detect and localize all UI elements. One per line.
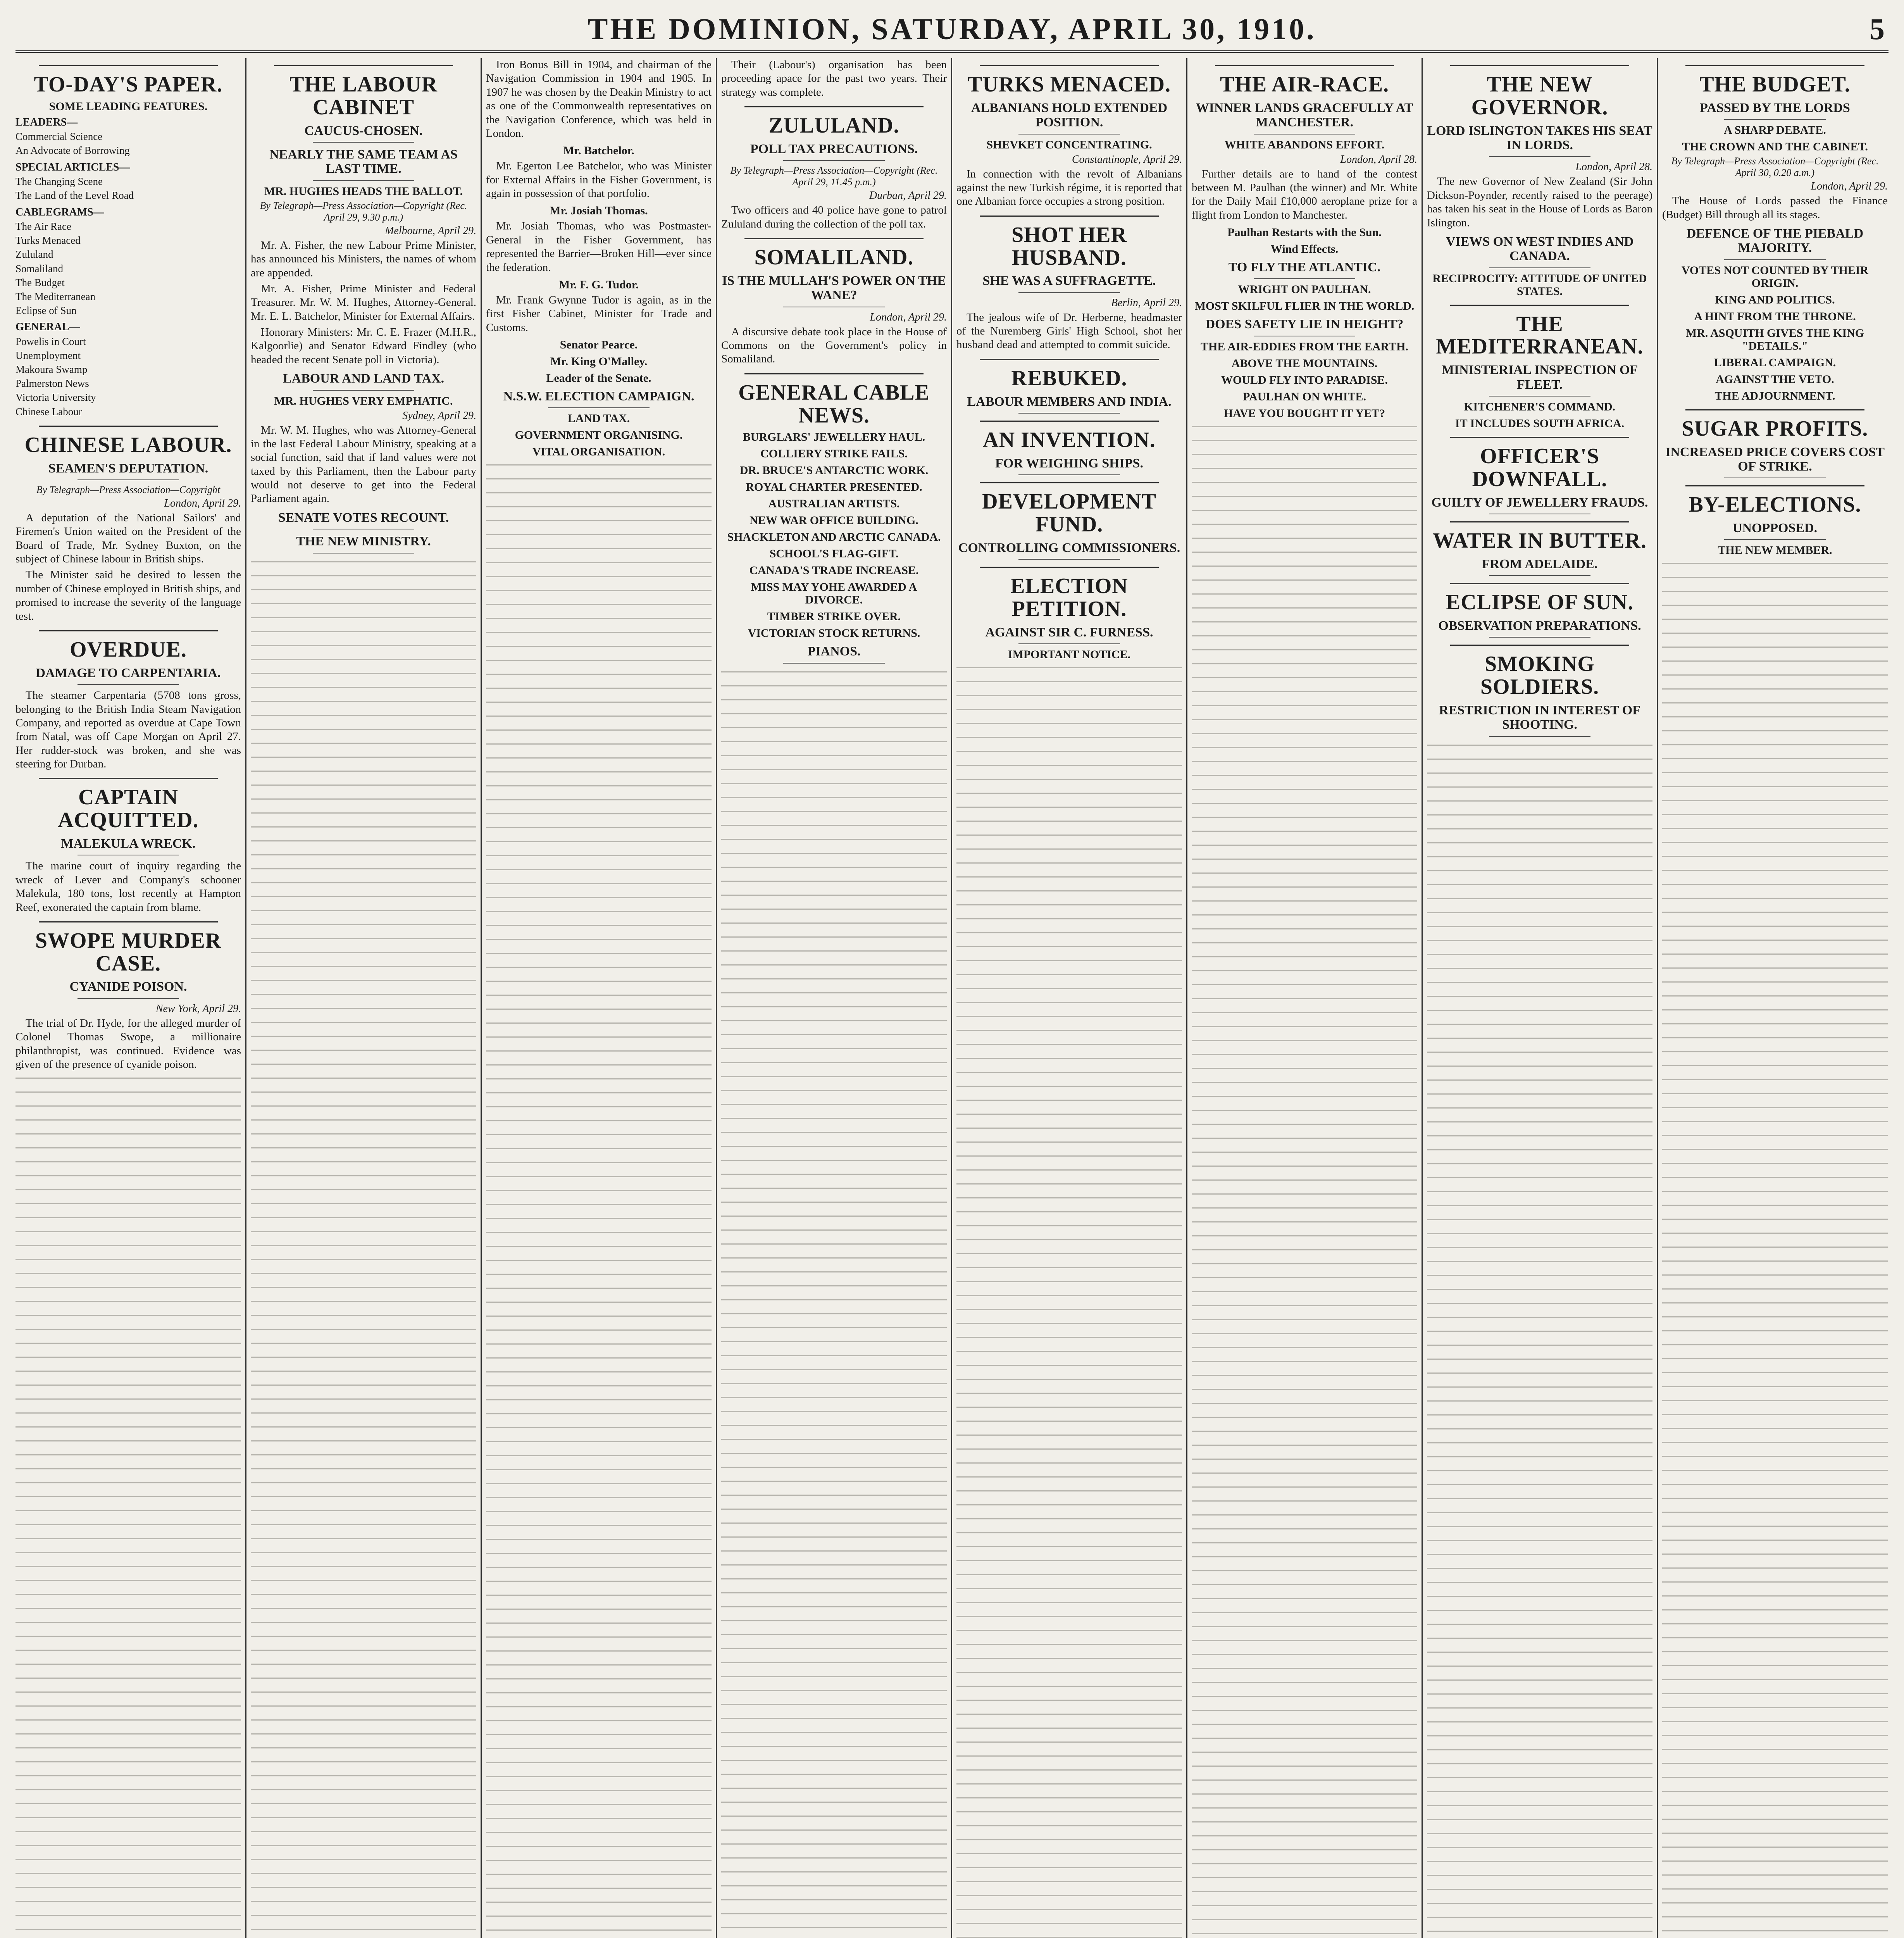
subheadline: UNOPPOSED. [1732,521,1818,536]
subheading: Senator Pearce. [560,338,638,351]
subheading: MR. HUGHES HEADS THE BALLOT. [264,184,463,198]
headline: SWOPE MURDER CASE. [35,928,222,976]
column-rule [481,58,482,1938]
subheading: MISS MAY YOHE AWARDED A DIVORCE. [751,581,917,607]
subheading: Leader of the Senate. [546,372,651,384]
contents-item-label: An Advocate of Borrowing [16,145,130,157]
short-rule [1724,539,1826,540]
subheading: THE NEW MEMBER. [1718,544,1832,557]
section-rule [980,567,1159,568]
subheading: AUSTRALIAN ARTISTS. [768,497,900,510]
contents-item [16,405,241,419]
headline: CHINESE LABOUR. [24,433,232,457]
subheading: RECIPROCITY: ATTITUDE OF UNITED STATES. [1432,272,1647,298]
article-paragraph: Two officers and 40 police have gone to patrol Zululand during the collection of the poll tax. [721,204,947,230]
short-rule [313,180,414,181]
contents-item-label: The Mediterranean [16,290,96,302]
subheading: THE ADJOURNMENT. [1714,389,1835,402]
column-8 [1662,58,1888,1938]
short-rule [1254,278,1355,279]
subheading: GOVERNMENT ORGANISING. [515,429,683,442]
headline: BY-ELECTIONS. [1689,493,1861,517]
section-rule [980,65,1159,66]
subheading: VICTORIAN STOCK RETURNS. [748,627,920,640]
body-text-block [251,557,476,1938]
section-rule [1450,305,1629,306]
section-rule [39,426,218,427]
subheading: WOULD FLY INTO PARADISE. [1221,373,1388,386]
short-rule [1489,267,1590,268]
subheading: IT INCLUDES SOUTH AFRICA. [1455,417,1625,430]
headline: GENERAL CABLE NEWS. [738,380,930,428]
section-rule [744,238,924,239]
headline: SOMALILAND. [754,245,914,270]
subheading: SHACKLETON AND ARCTIC CANADA. [727,531,941,544]
article-paragraph: The trial of Dr. Hyde, for the alleged murder of Colonel Thomas Swope, a millionaire philanthropist, was continued. Evidence was given of the presence of cyanide poison. [16,1017,241,1071]
subheading: HAVE YOU BOUGHT IT YET? [1223,407,1385,420]
headline: SUGAR PROFITS. [1682,416,1868,441]
headline: THE MEDITERRANEAN. [1436,312,1644,359]
subheading: Mr. King O'Malley. [550,355,648,368]
column-rule [951,58,952,1938]
subheading: MR. HUGHES VERY EMPHATIC. [274,394,453,407]
subheading: DR. BRUCE'S ANTARCTIC WORK. [739,464,929,477]
contents-item [16,348,241,362]
short-rule [1018,292,1120,293]
short-rule [78,479,179,480]
subheading: THE AIR-EDDIES FROM THE EARTH. [1201,340,1408,353]
column-rule [1657,58,1658,1938]
subheading: Mr. F. G. Tudor. [559,278,639,291]
dateline: London, April 29. [1811,180,1888,193]
headline: OFFICER'S DOWNFALL. [1472,444,1608,491]
subheading: SHEVKET CONCENTRATING. [986,138,1152,151]
subheadline: PIANOS. [807,644,861,659]
contents-item-label: Zululand [16,248,53,260]
subheadline: MALEKULA WRECK. [61,836,196,851]
subheadline: POLL TAX PRECAUTIONS. [750,141,918,156]
section-rule [274,65,453,66]
section-rule [39,778,218,779]
column-rule [1186,58,1187,1938]
contents-item [16,174,241,188]
section-rule [39,65,218,66]
headline: WATER IN BUTTER. [1433,529,1647,553]
dateline: Sydney, April 29. [402,409,476,422]
short-rule [1018,559,1120,560]
credit-line: By Telegraph—Press Association—Copyright (Rec. April 30, 0.20 a.m.) [1671,155,1879,179]
short-rule [783,160,885,161]
section-rule [744,373,924,374]
column-rule [245,58,246,1938]
column-1 [16,58,241,1938]
subheadline: LABOUR MEMBERS AND INDIA. [967,394,1172,409]
short-rule [1489,736,1590,737]
subheadline: LABOUR AND LAND TAX. [283,371,445,386]
contents-item-label: Turks Menaced [16,234,81,247]
section-rule [39,921,218,922]
subheadline: N.S.W. ELECTION CAMPAIGN. [503,389,694,403]
short-rule [1489,156,1590,157]
short-rule [548,407,650,408]
credit-line: By Telegraph—Press Association—Copyright [36,484,221,495]
subheadline: DAMAGE TO CARPENTARIA. [36,666,221,680]
subheadline: CYANIDE POISON. [69,979,187,994]
masthead [16,4,1888,53]
short-rule [1018,643,1120,644]
subheading: LIBERAL CAMPAIGN. [1714,356,1836,369]
headline: SMOKING SOLDIERS. [1480,652,1599,699]
contents-item [16,262,241,276]
body-text-block [1192,422,1417,1938]
subheading: ROYAL CHARTER PRESENTED. [746,481,922,494]
subheadline: AGAINST SIR C. FURNESS. [985,625,1153,640]
subheading: WRIGHT ON PAULHAN. [1238,283,1371,296]
contents-item-label: The Air Race [16,221,71,233]
short-rule [313,142,414,143]
contents-item-label: Eclipse of Sun [16,305,77,317]
dateline: London, April 28. [1575,161,1652,173]
subheading: BURGLARS' JEWELLERY HAUL. [743,431,925,444]
subheadline: FOR WEIGHING SHIPS. [995,456,1143,471]
contents-item [16,390,241,404]
short-rule [1489,575,1590,576]
body-text-block [16,1074,241,1938]
headline: THE BUDGET. [1699,72,1851,97]
subheading: AGAINST THE VETO. [1716,372,1834,386]
headline: THE AIR-RACE. [1220,72,1389,97]
contents-item [16,303,241,317]
section-rule [1685,409,1864,410]
subheading: NEW WAR OFFICE BUILDING. [750,514,918,527]
body-text-block [721,667,947,1938]
contents-item-label: Somaliland [16,262,63,274]
contents-item-label: The Budget [16,276,65,288]
contents-item-label: Chinese Labour [16,405,82,417]
article-paragraph: Mr. Egerton Lee Batchelor, who was Minister for External Affairs in the Fisher Government, is again in possession of that portfolio. [486,160,712,200]
contents-item [16,290,241,303]
column-rule [1422,58,1423,1938]
headline: DEVELOPMENT FUND. [982,490,1156,536]
contents-item-label: Powelis in Court [16,335,86,347]
subheadline: WINNER LANDS GRACEFULLY AT MANCHESTER. [1196,100,1413,130]
section-rule [1450,645,1629,646]
subheadline: DEFENCE OF THE PIEBALD MAJORITY. [1686,226,1864,255]
subheading: KITCHENER'S COMMAND. [1464,400,1615,414]
subheadline: ALBANIANS HOLD EXTENDED POSITION. [971,100,1168,130]
article-paragraph: The marine court of inquiry regarding the wreck of Lever and Company's schooner Malekula, 180 tons, lost recently at Hampton Reef, exonerated the captain from blame. [16,860,241,914]
subheadline: TO FLY THE ATLANTIC. [1228,260,1381,275]
subheading: VOTES NOT COUNTED BY THEIR ORIGIN. [1681,264,1869,290]
section-rule [744,106,924,107]
headline: ECLIPSE OF SUN. [1446,590,1634,615]
section-rule [980,359,1159,360]
subheadline: MINISTERIAL INSPECTION OF FLEET. [1441,363,1638,392]
page-number: 5 [1870,12,1885,46]
subheading: TIMBER STRIKE OVER. [767,610,901,623]
article-paragraph: Their (Labour's) organisation has been proceeding apace for the past two years. Their strategy was complete. [721,59,947,98]
subheading: Mr. Batchelor. [563,144,634,157]
subheading: LAND TAX. [567,412,630,425]
section-rule [1215,65,1394,66]
contents-item [16,188,241,202]
subheading: SCHOOL'S FLAG-GIFT. [769,547,899,560]
subheadline: SENATE VOTES RECOUNT. [278,510,449,525]
subheading: IMPORTANT NOTICE. [1008,648,1131,661]
contents-item-label: Commercial Science [16,131,103,143]
dateline: London, April 28. [1340,153,1417,166]
short-rule [783,663,885,664]
subheading: SOME LEADING FEATURES. [49,100,208,113]
dateline: Berlin, April 29. [1111,297,1182,309]
contents-item-label: Makoura Swamp [16,364,88,376]
headline: CAPTAIN ACQUITTED. [58,785,199,833]
subheadline: LORD ISLINGTON TAKES HIS SEAT IN LORDS. [1427,123,1652,152]
subheading: WHITE ABANDONS EFFORT. [1224,138,1385,151]
short-rule [1724,119,1826,120]
contents-item [16,233,241,247]
column-7 [1427,58,1652,1938]
article-paragraph: The new Governor of New Zealand (Sir John Dickson-Poynder, recently raised to the peerage) has taken his seat in the House of Lords as Baron Islington. [1427,175,1652,229]
subheadline: CONTROLLING COMMISSIONERS. [958,540,1180,555]
contents-item-label: The Changing Scene [16,176,103,188]
contents-item-label: Unemployment [16,349,81,361]
columns [16,58,1888,1938]
article-paragraph: A deputation of the National Sailors' and Firemen's Union waited on the President of the Board of Trade, Mr. Sydney Buxton, on the subject of Chinese labour in British ships. [16,511,241,566]
column-5 [956,58,1182,1938]
section-rule [980,216,1159,217]
article-paragraph: The steamer Carpentaria (5708 tons gross, belonging to the British India Steam Navigation Company, and reported as overdue at Cape Town from Natal, was off Cape Morgan on April 27. Her rudder-stock was broken, and she was steering for Durban. [16,689,241,771]
article-paragraph: Honorary Ministers: Mr. C. E. Frazer (M.H.R., Kalgoorlie) and Senator Edward Findley (who headed the recent Senate poll in Victoria). [251,326,476,366]
contents-list [16,115,241,419]
subheading: A SHARP DEBATE. [1724,124,1826,137]
subheading: COLLIERY STRIKE FAILS. [760,447,908,460]
short-rule [313,390,414,391]
body-text-block [1662,559,1888,1938]
contents-item [16,334,241,348]
contents-item [16,247,241,261]
headline: THE NEW GOVERNOR. [1471,72,1608,119]
column-3 [486,58,712,1938]
short-rule [78,998,179,999]
headline: TURKS MENACED. [967,72,1171,97]
contents-section: GENERAL— [16,321,80,333]
body-text-block [486,460,712,1938]
subheadline: IS THE MULLAH'S POWER ON THE WANE? [722,273,946,303]
subheadline: THE NEW MINISTRY. [296,534,431,549]
contents-item [16,129,241,143]
subheadline: CAUCUS-CHOSEN. [304,123,423,138]
subheading: VITAL ORGANISATION. [532,445,665,459]
subheading: Wind Effects. [1270,243,1339,256]
contents-item [16,143,241,157]
article-paragraph: The Minister said he desired to lessen the number of Chinese employed in British ships, and promised to increase the severity of the language test. [16,569,241,622]
masthead-title: THE DOMINION, SATURDAY, APRIL 30, 1910. [588,12,1316,46]
subheading: PAULHAN ON WHITE. [1242,390,1366,403]
dateline: Constantinople, April 29. [1072,153,1182,166]
subheading: Paulhan Restarts with the Sun. [1227,226,1382,239]
article-paragraph: In connection with the revolt of Albanians against the new Turkish régime, it is reported that one Albanian force occupies a strong position. [956,167,1182,208]
section-rule [1450,65,1629,66]
headline: SHOT HER HUSBAND. [1011,222,1127,270]
subheadline: SHE WAS A SUFFRAGETTE. [982,274,1156,288]
contents-section: CABLEGRAMS— [16,206,104,218]
headline: AN INVENTION. [983,428,1156,452]
section-rule [1685,485,1864,486]
column-2 [251,58,476,1938]
dateline: Durban, April 29. [869,190,947,202]
subheading: Mr. Josiah Thomas. [550,204,648,217]
contents-section: LEADERS— [16,116,78,128]
column-6 [1192,58,1417,1938]
subheadline: OBSERVATION PREPARATIONS. [1438,619,1641,633]
article-paragraph: Further details are to hand of the contest between M. Paulhan (the winner) and Mr. White for the Daily Mail £10,000 aeroplane prize for a flight from London to Manchester. [1192,167,1417,221]
section-rule [1450,437,1629,438]
section-rule [980,482,1159,483]
headline: REBUKED. [1011,366,1127,390]
section-rule [1450,583,1629,584]
subheading: ABOVE THE MOUNTAINS. [1231,357,1378,370]
article-paragraph: Mr. A. Fisher, the new Labour Prime Minister, has announced his Ministers, the names of whom are appended. [251,239,476,279]
contents-section: SPECIAL ARTICLES— [16,161,130,173]
body-text-block [956,663,1182,1938]
subheadline: PASSED BY THE LORDS [1700,100,1850,115]
subheadline: VIEWS ON WEST INDIES AND CANADA. [1446,234,1634,264]
short-rule [1018,474,1120,475]
subheading: MR. ASQUITH GIVES THE KING "DETAILS." [1685,326,1864,352]
article-paragraph: The jealous wife of Dr. Herberne, headmaster of the Nuremberg Girls' High School, shot her husband dead and attempted to commit suicide. [956,311,1182,351]
credit-line: By Telegraph—Press Association—Copyright (Rec. April 29, 11.45 p.m.) [730,165,938,188]
subheadline: INCREASED PRICE COVERS COST OF STRIKE. [1665,445,1885,474]
section-rule [39,630,218,631]
article-paragraph: Mr. Frank Gwynne Tudor is again, as in the first Fisher Cabinet, Minister for Trade and Customs. [486,293,712,334]
short-rule [78,684,179,685]
headline: TO-DAY'S PAPER. [34,72,223,97]
headline: OVERDUE. [69,637,187,662]
subheading: THE CROWN AND THE CABINET. [1682,140,1868,153]
contents-item-label: Victoria University [16,391,96,403]
subheading: A HINT FROM THE THRONE. [1694,310,1856,323]
article-paragraph: Mr. A. Fisher, Prime Minister and Federal Treasurer. Mr. W. M. Hughes, Attorney-General. Mr. E. L. Batchelor, Minister for External Affairs. [251,282,476,322]
dateline: London, April 29. [870,311,947,323]
section-rule [980,421,1159,422]
dateline: London, April 29. [164,497,241,509]
subheading: CANADA'S TRADE INCREASE. [749,564,919,577]
dateline: Melbourne, April 29. [385,224,476,237]
short-rule [1489,396,1590,397]
article-paragraph: Iron Bonus Bill in 1904, and chairman of the Navigation Commission in 1904 and 1905. In 1907 he was chosen by the Deakin Ministry to act as one of the Commonwealth representatives on the Navigation Conference, which was held in London. [486,59,712,140]
headline: THE LABOUR CABINET [289,72,438,119]
subheading: MOST SKILFUL FLIER IN THE WORLD. [1194,300,1415,313]
column-rule [716,58,717,1938]
contents-item-label: Palmerston News [16,378,89,390]
subheadline: NEARLY THE SAME TEAM AS LAST TIME. [269,147,458,176]
article-paragraph: Mr. Josiah Thomas, who was Postmaster-General in the Fisher Government, has represented the Barrier—Broken Hill—ever since the federation. [486,220,712,274]
subheadline: FROM ADELAIDE. [1482,557,1598,571]
body-text-block [1427,741,1652,1938]
subheadline: GUILTY OF JEWELLERY FRAUDS. [1431,495,1648,510]
article-paragraph: The House of Lords passed the Finance (Budget) Bill through all its stages. [1662,195,1888,221]
column-4 [721,58,947,1938]
short-rule [1724,259,1826,260]
subheadline: SEAMEN'S DEPUTATION. [48,461,208,476]
contents-item-label: The Land of the Level Road [16,190,134,202]
contents-item [16,219,241,233]
headline: ZULULAND. [768,114,899,138]
subheadline: RESTRICTION IN INTEREST OF SHOOTING. [1439,703,1640,732]
subheadline: DOES SAFETY LIE IN HEIGHT? [1205,317,1404,332]
short-rule [1018,413,1120,414]
section-rule [1685,65,1864,66]
contents-item [16,276,241,290]
section-rule [1450,521,1629,522]
subheading: KING AND POLITICS. [1715,293,1835,306]
credit-line: By Telegraph—Press Association—Copyright (Rec. April 29, 9.30 p.m.) [260,200,467,223]
article-paragraph: A discursive debate took place in the House of Commons on the Government's policy in Somaliland. [721,325,947,366]
headline: ELECTION PETITION. [1010,574,1128,621]
dateline: New York, April 29. [155,1002,241,1015]
contents-item [16,362,241,376]
article-paragraph: Mr. W. M. Hughes, who was Attorney-General in the last Federal Labour Ministry, speaking at a social function, said that if land values were not taxed by this Parliament, then the Labour party would not deserve to get into the Federal Parliament again. [251,424,476,505]
contents-item [16,376,241,390]
short-rule [1489,637,1590,638]
